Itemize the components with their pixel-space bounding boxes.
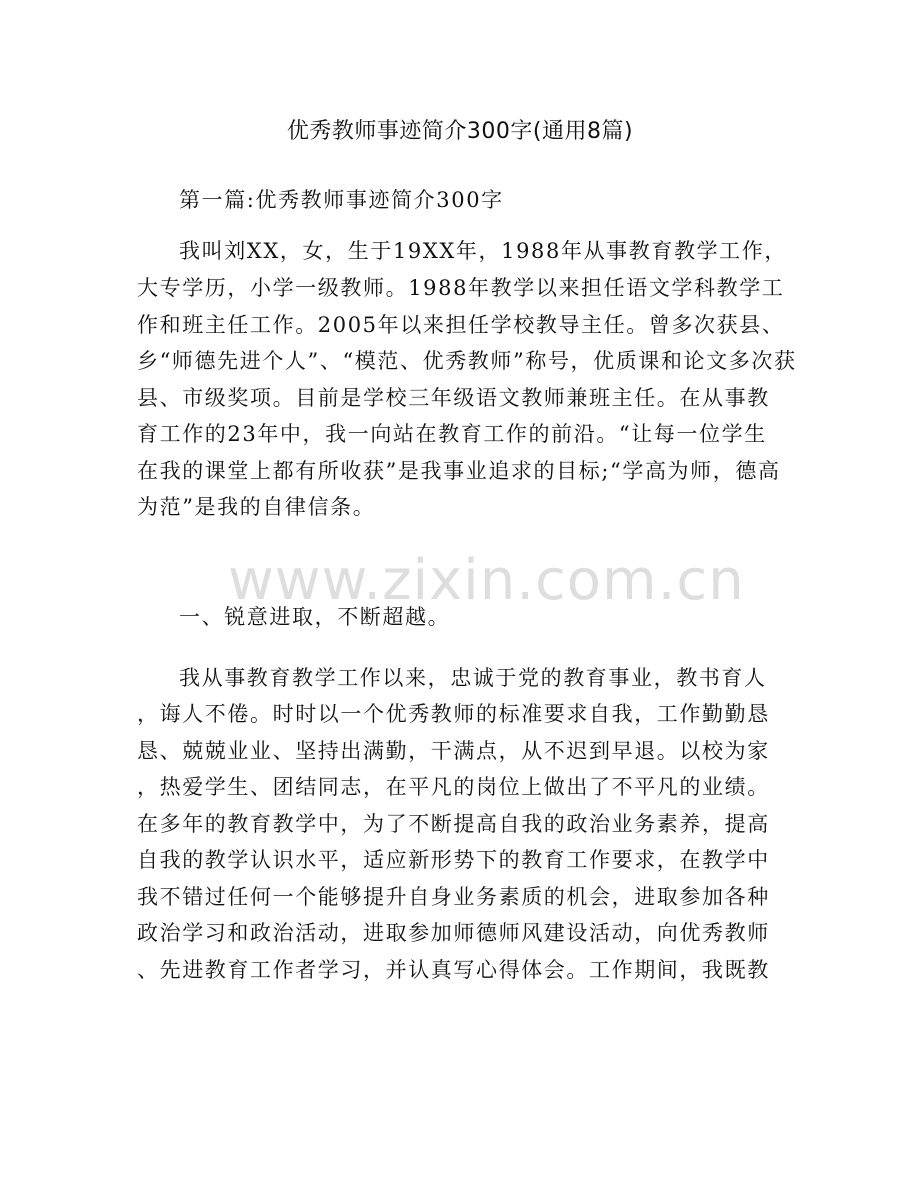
paragraph-line: 我叫刘XX，女，生于19XX年，1988年从事教育教学工作，	[179, 239, 787, 263]
paragraph-line: 乡“师德先进个人”、“模范、优秀教师”称号，优质课和论文多次获	[137, 349, 797, 373]
paragraph-line: ，诲人不倦。时时以一个优秀教师的标准要求自我，工作勤勤恳	[137, 702, 770, 726]
document-title: 优秀教师事迹简介300字(通用8篇)	[286, 119, 634, 144]
paragraph-line: 县、市级奖项。目前是学校三年级语文教师兼班主任。在从事教	[137, 386, 770, 410]
paragraph-line: 我不错过任何一个能够提升自身业务素质的机会，进取参加各种	[137, 885, 770, 909]
section-heading: 第一篇:优秀教师事迹简介300字	[179, 188, 504, 212]
paragraph-line: 在我的课堂上都有所收获”是我事业追求的目标;“学高为师，德高	[137, 459, 781, 483]
paragraph-line: 恳、兢兢业业、坚持出满勤，干满点，从不迟到早退。以校为家	[137, 739, 770, 763]
paragraph-line: ，热爱学生、团结同志，在平凡的岗位上做出了不平凡的业绩。	[137, 775, 770, 799]
paragraph-line: 我从事教育教学工作以来，忠诚于党的教育事业，教书育人	[179, 666, 767, 690]
subsection-heading: 一、锐意进取，不断超越。	[179, 605, 451, 629]
paragraph-line: 大专学历，小学一级教师。1988年教学以来担任语文学科教学工	[137, 276, 785, 300]
watermark: www.zixin.com.cn	[228, 548, 745, 613]
paragraph-line: 在多年的教育教学中，为了不断提高自我的政治业务素养，提高	[137, 812, 770, 836]
paragraph-line: 为范”是我的自律信条。	[137, 495, 376, 519]
paragraph-line: 作和班主任工作。2005年以来担任学校教导主任。曾多次获县、	[137, 313, 785, 337]
paragraph-line: 、先进教育工作者学习，并认真写心得体会。工作期间，我既教	[137, 958, 770, 982]
paragraph-line: 自我的教学认识水平，适应新形势下的教育工作要求，在教学中	[137, 848, 770, 872]
paragraph-line: 育工作的23年中，我一向站在教育工作的前沿。“让每一位学生	[137, 422, 767, 446]
paragraph-line: 政治学习和政治活动，进取参加师德师风建设活动，向优秀教师	[137, 921, 770, 945]
